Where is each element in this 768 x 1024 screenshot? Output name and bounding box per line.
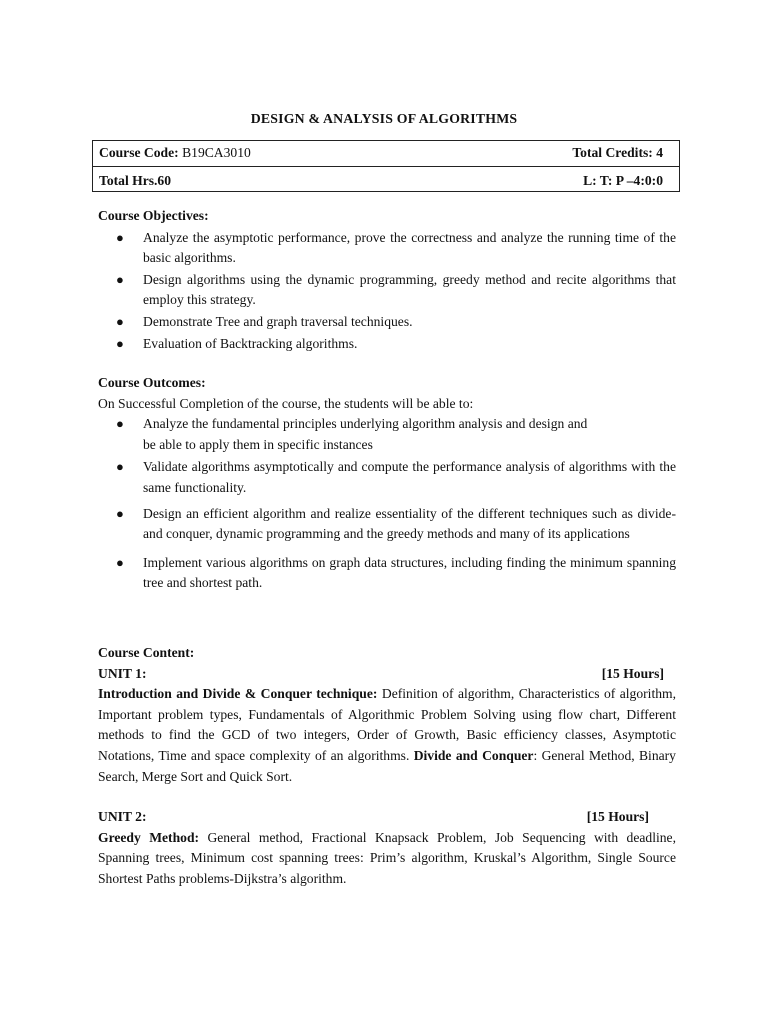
unit1-topic1-title: Introduction and Divide & Conquer technique: <box>98 686 378 702</box>
objectives-list <box>98 228 676 355</box>
bullet-icon: ● <box>116 271 124 287</box>
list-item-text: Design algorithms using the dynamic programming, greedy method and recite algorithms that employ this strategy. <box>143 271 676 308</box>
unit2-header <box>98 807 676 828</box>
unit2-label: UNIT 2: <box>98 809 147 824</box>
outcomes-section <box>98 373 676 594</box>
unit1-topic1-text: Definition of algorithm, Characteristics of algorithm, Important problem types, Fundamentals of Algorithmic Problem Solving using flow chart, Different methods to find the GCD of two integers, Order of Growth, Basic efficiency classes, Asymptotic Notations, Time and space complexity of an algorithms. <box>98 686 676 763</box>
bullet-icon: ● <box>116 554 124 570</box>
unit2-topic-text: General method, Fractional Knapsack Problem, Job Sequencing with deadline, Spanning trees, Minimum cost spanning trees: Prim’s algorithm, Kruskal’s Algorithm, Single Source Shortest Paths problems-Dijkstra’s algorithm. <box>98 829 676 886</box>
list-item-text: Implement various algorithms on graph data structures, including finding the minimum spanning tree and shortest path. <box>143 554 676 591</box>
list-item-text: Validate algorithms asymptotically and compute the performance analysis of algorithms with the same functionality. <box>143 459 676 495</box>
list-item-text: be able to apply them in specific instances <box>143 436 373 452</box>
bullet-icon: ● <box>116 313 124 329</box>
bullet-icon: ● <box>116 416 124 432</box>
list-item <box>98 312 676 333</box>
page-title: DESIGN & ANALYSIS OF ALGORITHMS <box>250 111 518 126</box>
unit1-label: UNIT 1: <box>98 665 147 681</box>
table-divider <box>93 166 679 167</box>
unit1-topic2-title: Divide and Conquer <box>413 747 534 763</box>
unit1-header <box>98 664 676 685</box>
unit2-hours: [15 Hours] <box>586 809 649 824</box>
bullet-icon: ● <box>116 459 124 475</box>
course-code-value: B19CA3010 <box>182 145 251 160</box>
list-item <box>98 228 676 269</box>
unit2-description <box>98 828 676 890</box>
list-item <box>98 334 676 355</box>
course-code-label: Course Code: <box>99 145 179 160</box>
list-item-text: Demonstrate Tree and graph traversal techniques. <box>143 313 413 329</box>
outcomes-list <box>98 414 676 594</box>
list-item <box>98 457 676 498</box>
content-heading: Course Content: <box>98 645 195 660</box>
content-section <box>98 643 676 787</box>
bullet-icon: ● <box>116 229 124 245</box>
objectives-heading: Course Objectives: <box>98 208 209 223</box>
list-item-text: Evaluation of Backtracking algorithms. <box>143 335 358 351</box>
total-credits: Total Credits: 4 <box>572 145 663 160</box>
outcomes-intro: On Successful Completion of the course, the students will be able to: <box>98 395 474 411</box>
bullet-icon: ● <box>116 335 124 351</box>
list-item <box>98 414 676 455</box>
unit1-hours: [15 Hours] <box>601 665 664 681</box>
list-item-text: Design an efficient algorithm and realize essentiality of the different techniques such as divide-and conquer, dynamic programming and the greedy methods and many of its applications <box>143 505 676 542</box>
outcomes-heading: Course Outcomes: <box>98 375 206 390</box>
unit1-topic2-text: : General Method, Binary Search, Merge Sort and Quick Sort. <box>98 747 676 784</box>
unit2-section <box>98 807 676 889</box>
objectives-section <box>98 206 676 354</box>
list-item <box>98 504 676 545</box>
list-item <box>98 553 676 594</box>
list-item-text: Analyze the asymptotic performance, prove the correctness and analyze the running time of the basic algorithms. <box>143 229 676 266</box>
bullet-icon: ● <box>116 505 124 521</box>
course-code <box>99 143 251 164</box>
unit2-topic-title: Greedy Method: <box>98 829 200 845</box>
total-hours: Total Hrs.60 <box>99 173 172 188</box>
ltp-ratio: L: T: P –4:0:0 <box>583 173 663 188</box>
list-item-text: Analyze the fundamental principles underlying algorithm analysis and design and <box>143 416 588 432</box>
list-item <box>98 270 676 311</box>
course-info-table <box>92 140 680 192</box>
unit1-description <box>98 684 676 787</box>
